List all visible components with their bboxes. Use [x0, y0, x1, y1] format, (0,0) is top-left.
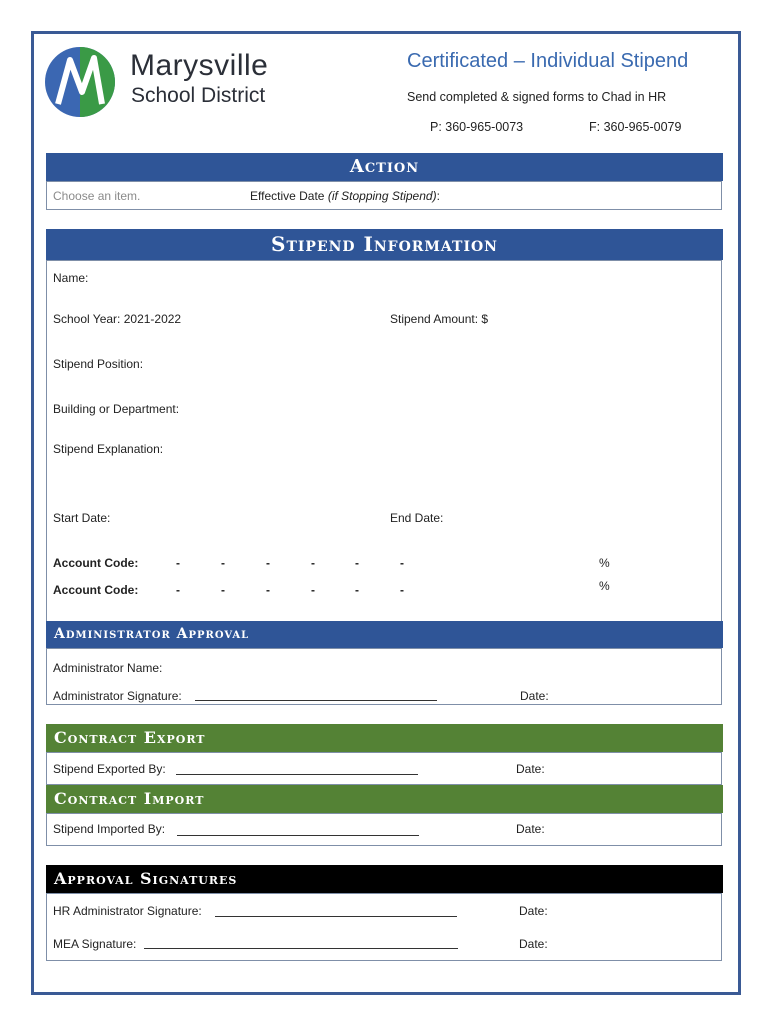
export-date-field[interactable]: Date:	[516, 762, 545, 776]
phone-number: P: 360-965-0073	[430, 120, 524, 134]
contract-import-heading: Contract Import	[46, 785, 723, 813]
stipend-info-heading: Stipend Information	[46, 229, 723, 260]
stipend-exported-by-line[interactable]	[176, 774, 418, 775]
stipend-exported-by-label: Stipend Exported By:	[53, 762, 166, 776]
account-code-2-dash[interactable]: -	[266, 583, 270, 597]
account-code-2-percent[interactable]: %	[599, 579, 610, 593]
action-heading: Action	[46, 153, 723, 181]
effective-date-suffix: :	[436, 189, 440, 203]
stipend-imported-by-line[interactable]	[177, 835, 419, 836]
effective-date-field[interactable]	[250, 189, 440, 203]
stipend-amount-field[interactable]: Stipend Amount: $	[390, 312, 489, 326]
school-year-field: School Year: 2021-2022	[53, 312, 182, 326]
administrator-signature-line[interactable]	[195, 700, 437, 701]
mea-signature-date-field[interactable]: Date:	[519, 937, 548, 951]
account-code-2-dash[interactable]: -	[221, 583, 225, 597]
administrator-date-field[interactable]: Date:	[520, 689, 549, 703]
effective-date-label: Effective Date	[250, 189, 325, 203]
mea-signature-line[interactable]	[144, 948, 458, 949]
stipend-imported-by-label: Stipend Imported By:	[53, 822, 166, 836]
administrator-signature-label: Administrator Signature:	[53, 689, 182, 703]
district-name-line1: Marysville	[130, 49, 269, 82]
account-code-label-1: Account Code:	[53, 556, 139, 570]
mea-signature-label: MEA Signature:	[53, 937, 137, 951]
approval-signatures-heading: Approval Signatures	[46, 865, 723, 893]
account-code-2-dash[interactable]: -	[400, 583, 404, 597]
district-name-line2: School District	[131, 84, 266, 107]
stipend-position-field[interactable]: Stipend Position:	[53, 357, 144, 371]
fax-number: F: 360-965-0079	[589, 120, 682, 134]
building-department-field[interactable]: Building or Department:	[53, 402, 180, 416]
name-field[interactable]: Name:	[53, 271, 89, 285]
district-logo	[44, 46, 116, 118]
account-code-1-dash[interactable]: -	[221, 556, 225, 570]
start-date-field[interactable]: Start Date:	[53, 511, 111, 525]
form-title: Certificated – Individual Stipend	[407, 50, 689, 72]
account-code-1-percent[interactable]: %	[599, 556, 610, 570]
administrator-name-field[interactable]: Administrator Name:	[53, 661, 163, 675]
import-date-field[interactable]: Date:	[516, 822, 545, 836]
instructions-text: Send completed & signed forms to Chad in HR	[407, 90, 667, 104]
hr-administrator-signature-label: HR Administrator Signature:	[53, 904, 202, 918]
account-code-2-dash[interactable]: -	[355, 583, 359, 597]
account-code-1-dash[interactable]: -	[176, 556, 180, 570]
account-code-label-2: Account Code:	[53, 583, 139, 597]
account-code-1-dash[interactable]: -	[400, 556, 404, 570]
stipend-explanation-field[interactable]: Stipend Explanation:	[53, 442, 164, 456]
hr-administrator-signature-line[interactable]	[215, 916, 457, 917]
account-code-1-dash[interactable]: -	[266, 556, 270, 570]
effective-date-note: (if Stopping Stipend)	[327, 189, 437, 203]
contract-export-heading: Contract Export	[46, 724, 723, 752]
action-select[interactable]: Choose an item.	[53, 189, 141, 203]
account-code-1-dash[interactable]: -	[355, 556, 359, 570]
account-code-2-dash[interactable]: -	[176, 583, 180, 597]
admin-approval-heading: Administrator Approval	[46, 621, 723, 648]
end-date-field[interactable]: End Date:	[390, 511, 444, 525]
account-code-1-dash[interactable]: -	[311, 556, 315, 570]
hr-signature-date-field[interactable]: Date:	[519, 904, 548, 918]
account-code-2-dash[interactable]: -	[311, 583, 315, 597]
